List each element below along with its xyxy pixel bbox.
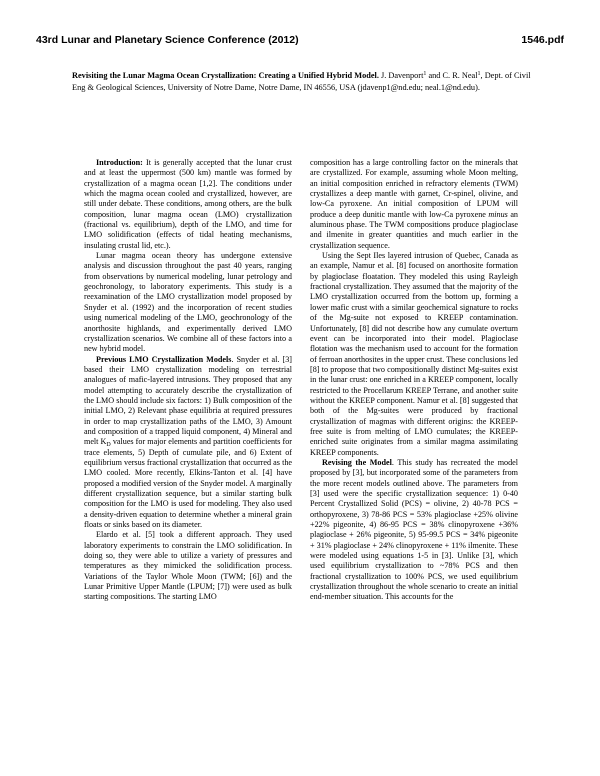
paper-title: Revisiting the Lunar Magma Ocean Crystallization: Creating a Unified Hybrid Model.	[72, 71, 379, 80]
right-column	[310, 158, 518, 603]
composition-text-a: composition has a large controlling factor on the minerals that are crystallized. For example, assuming whole Moon melting, an initial composition enriched in refractory elements (TWM) crystallizes a deep mantle with garnet, Cr-spinel, olivine, and low-Ca pyroxene. An initial composition of LPUM will produce a deep dunitic mantle with low-Ca pyroxene	[310, 158, 518, 219]
running-header	[36, 34, 564, 50]
lmo-theory-paragraph: Lunar magma ocean theory has undergone extensive analysis and discussion throughout the past 40 years, ranging from observations by numerical modeling, lunar petrology and geochronology, to laboratory experiments. This study is a reexamination of the LMO crystallization model proposed by Snyder et al. (1992) and the incorporation of recent studies using numerical modeling of the LMO, geochronology of the anorthosite highlands, and experimentally derived LMO crystallization scenarios. We combine all of these factors into a new hybrid model.	[84, 251, 292, 354]
previous-models-heading: Previous LMO Crystallization Models	[96, 354, 232, 364]
previous-models-text-b: values for major elements and partition coefficients for trace elements, 5) Depth of cumulate pile, and 6) Extent of equilibrium versus fractional crystallization that occurred as the LMO cooled. More recently, Elkins-Tanton et al. [4] have proposed a modified version of the Snyder model. A marginally different crystallization sequence, but a similar starting bulk composition for the LMO is used for modeling. They also used a density-driven equation to determine whether a mineral grain floats or sinks based on its diameter.	[84, 437, 293, 530]
sept-iles-paragraph: Using the Sept Iles layered intrusion of Quebec, Canada as an example, Namur et al. [8] focused on anorthosite formation by plagioclase floatation. They modeled this using Rayleigh fractional crystallization. They assumed that the majority of the LMO crystallization occurred from the bottom up, forming a lower mafic crust with a similar geochemical signature to rocks of the Mg-suite not exposed to KREEP contamination. Unfortunately, [8] did not describe how any cumulate overturn event can be incorporated into their model. Plagioclase flotation was the mechanism used to account for the formation of ferroan anorthosites in the upper crust. These conclusions led [8] to propose that two compositionally distinct Mg-suites exist in the lunar crust: one enriched in a KREEP component, locally restricted to the Procellarum KREEP Terrane, and another suite without the KREEP component. Namur et al. [8] suggested that both of the Mg-suites were produced by fractional crystallization of magmas with different origins: the KREEP-free suite is from melting of LMO cumulates; the KREEP-enriched suite originates from a similar magma assimilating KREEP components.	[310, 251, 518, 457]
previous-models-paragraph	[84, 355, 292, 531]
authors-b: and C. R. Neal	[426, 71, 478, 80]
intro-text: It is generally accepted that the lunar crust and at least the uppermost (500 km) mantle was formed by crystallization of a magma ocean [1,2]. The conditions under which the magma ocean cooled and crystallized, however, are still under debate. These conditions, among others, are the bulk composition, lunar magma ocean (LMO) crystallization (fractional vs. equilibrium), depth of the LMO, and time for LMO solidification (effects of tidal heating mechanisms, insulating crustal lid, etc.).	[84, 158, 292, 250]
revising-text: . This study has recreated the model proposed by [3], but incorporated some of the parameters from the more recent models outlined above. The parameters from [3] used were the specific crystallization sequence: 1) 0-40 Percent Crystallized Solid (PCS) = olivine, 2) 40-78 PCS = orthopyroxene, 3) 78-86 PCS = 53% plagioclase +25% olivine +22% pigeonite, 4) 86-95 PCS = 38% clinopyroxene +36% plagioclase + 26% pigeonite, 5) 95-99.5 PCS = 34% pigeonite + 31% plagioclase + 24% clinopyroxene + 11% ilmenite. These were modeled using equations 1-5 in [3]. Unlike [3], which used equilibrium crystallization to ~78% PCS and then fractional crystallization to 100% PCS, we used equilibrium crystallization throughout the whole scenario to create an initial end-member situation. This accounts for the	[310, 457, 519, 602]
elardo-paragraph: Elardo et al. [5] took a different approach. They used laboratory experiments to constrain the LMO solidification. In doing so, they were able to utilize a variety of pressures and temperatures as they mimicked the solidification process. Variations of the Taylor Whole Moon (TWM; [6]) and the Lunar Primitive Upper Mantle (LPUM; [7]) were used as bulk starting compositions. The starting LMO	[84, 530, 292, 602]
composition-text-b: an aluminous phase. The TWM compositions produce plagioclase and ilmenite in greater quantities and much earlier in the crystallization sequence.	[310, 209, 518, 250]
revising-heading: Revising the Model	[322, 457, 392, 467]
author-sup-1: 1	[423, 71, 427, 77]
composition-paragraph	[310, 158, 518, 251]
intro-heading: Introduction:	[96, 158, 143, 167]
conference-name: 43rd Lunar and Planetary Science Conference (2012)	[36, 34, 299, 46]
intro-paragraph	[84, 158, 292, 251]
revising-paragraph	[310, 458, 518, 603]
kd-subscript: D	[106, 442, 111, 449]
file-id: 1546.pdf	[521, 34, 564, 46]
previous-models-text-a: . Snyder et al. [3] based their LMO crystallization modeling on terrestrial analogues of mafic-layered intrusions. They proposed that any model attempting to accurately describe the crystallization of the LMO should include six factors: 1) Bulk composition of the initial LMO, 2) Relevant phase equilibria at required pressures in order to map crystallization paths of the LMO, 3) Amount and composition of a trapped liquid component, 4) Mineral and melt K	[84, 354, 292, 447]
left-column	[84, 158, 292, 603]
minus-word: minus	[488, 209, 508, 219]
affiliation: , Dept. of Civil Eng & Geological Sciences, University of Notre Dame, Notre Dame, IN 46556, USA (jdavenp1@nd.edu; neal.1@nd.edu).	[72, 71, 531, 92]
authors-a: J. Davenport	[380, 71, 424, 80]
title-block	[72, 70, 532, 94]
affil-sup-1: 1	[477, 71, 481, 77]
